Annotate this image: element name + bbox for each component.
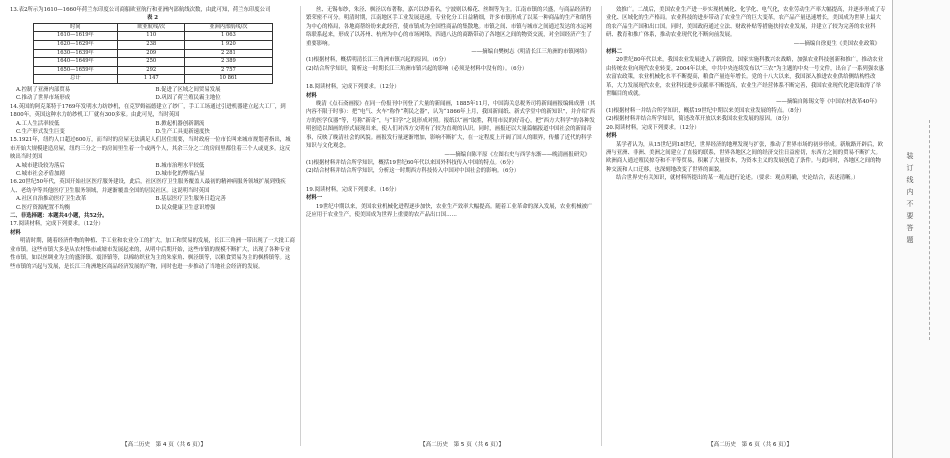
option: C.城市社会矛盾加剧 xyxy=(16,171,65,178)
binding-char: 不 xyxy=(906,200,914,208)
column-divider xyxy=(601,6,602,446)
option: D.民众健康卫生意识增强 xyxy=(155,204,216,211)
material-source: ——摘编自徐更生《美国农业政策》 xyxy=(793,40,880,47)
table-cell: 1640—1649年 xyxy=(33,58,118,67)
page-6-column xyxy=(606,6,886,436)
question-17-stem: 17.阅读材料，完成下列要求。（12分） xyxy=(10,221,104,228)
column-divider xyxy=(300,6,301,446)
option: B.掀起机器创新潮流 xyxy=(155,120,205,127)
material-text: 某学者认为，从15世纪到18世纪，世界经济的地理发现与扩张，推动了世界市场的初步形成。新航路开辟后，欧洲与亚洲、非洲、美洲之间建立了直接的联系，世界各地区之间的经济交往日益密切，东西方之间的贸易不断扩大。欧洲商人通过殖民掠夺和不平等贸易，积累了大量资本，为资本主义的发展创造了条件。与此同时，各地区之间的物种交流和人口迁移，也深刻地改变了世界的面貌。 xyxy=(606,141,884,173)
page-footer: 【高二历史 第 5 页（共 6 页）】 xyxy=(420,442,505,448)
option: B.促进了区域之间贸易发展 xyxy=(155,86,221,93)
option: A.城市建设较为落后 xyxy=(16,162,65,169)
binding-char: 答 xyxy=(906,224,914,232)
question-17-part-2: (2)结合所学知识，简析这一时期长江三角洲市镇兴起的影响（必须是材料中没有的）。（6分） xyxy=(306,65,528,72)
table-cell: 1620—1629年 xyxy=(33,41,118,50)
option: D.生产工具更新速度快 xyxy=(155,129,210,135)
question-14-stem: 14.英国的阿克莱特于1769年发明水力纺纱机，在克罗姆福德建立了纱厂，手工工场通过引进机器建立起大工厂，到1800年，英国这种水力纺纱机工厂就有300多家。由此可见，当时英国 xyxy=(10,103,286,119)
table-cell: 2 757 xyxy=(185,66,272,75)
table-cell: 1 063 xyxy=(185,32,272,41)
material-source: ——摘编自陈平原《左图右史与西学东渐——晚清画报研究》 xyxy=(444,151,590,158)
material-text: 效推广。二战后，美国农业生产进一步实现机械化、化学化、电气化，农业劳动生产率大幅提高，并逐步形成了专业化、区域化的生产格局。农业科技的进步带动了农业生产的巨大变革，农产品产量迅速增长，美国成为世界上最大的农产品生产国和出口国。同时，美国政府通过立法、财政补贴等措施扶持农业发展，并建立了较为完善的农业科研、教育和推广体系，推动农业现代化不断向前发展。 xyxy=(606,7,886,39)
material-text: 明清时期，随着经济作物的种植、手工业和农业分工的扩大，加工和贸易的发展，长江三角洲一带出现了一大批工商业市镇。这些市镇大多是从农村集市或墟市发展起来的，从明中后期开始，这些市镇的规模不断扩大，出现了各种专业性市镇，如以丝绸业为主的盛泽镇、震泽镇等，以棉纺织业为主的朱家角、枫泾镇等，以粮食贸易为主的枫桥镇等。这些市镇的兴起与发展，是长江三角洲地区商品经济发展的产物，同时也进一步推动了当地社会经济的发展。 xyxy=(10,238,295,270)
option: B.城市治理水平较低 xyxy=(155,162,205,169)
table-cell: 1 147 xyxy=(118,75,185,84)
material-source: ——摘编自陈锡文等《中国农村改革40年》 xyxy=(776,99,880,106)
option: D.巩固了荷兰殖民霸主地位 xyxy=(155,95,221,102)
table-row xyxy=(33,49,272,58)
section-2-heading: 二、非选择题：本题共4小题，共52分。 xyxy=(10,213,108,220)
option: A.工人生活率较低 xyxy=(16,120,60,127)
question-19-part-2: (2)根据材料并结合所学知识，简述改革开放以来我国农业发展的原因。（8分） xyxy=(606,116,793,123)
binding-char: 要 xyxy=(906,212,914,220)
material-label: 材料 xyxy=(306,92,317,99)
binding-char: 装 xyxy=(906,152,914,160)
table-cell: 1630—1639年 xyxy=(33,49,118,58)
table-cell: 209 xyxy=(118,49,185,58)
question-13-stem: 13.表2所示为1610—1660年荷兰东印度公司商船欧亚航行和亚洲内部航线次数，由此可知，荷兰东印度公司 xyxy=(10,7,271,13)
table-header-cell: 亚洲内部航线/次 xyxy=(185,23,272,32)
question-20-stem: 20.阅读材料，完成下列要求。（12分） xyxy=(606,124,700,131)
option: C.推动了世界市场形成 xyxy=(16,95,71,102)
question-13-options xyxy=(16,86,295,103)
page-5-column xyxy=(306,6,596,436)
option: A.社区自治推动医疗卫生改革 xyxy=(16,196,87,203)
table-row xyxy=(33,41,272,50)
table-cell: 238 xyxy=(118,41,185,50)
binding-char: 线 xyxy=(906,176,914,184)
table-cell: 总计 xyxy=(33,75,118,84)
trade-voyages-table xyxy=(33,23,273,84)
table-cell: 1610—1619年 xyxy=(33,32,118,41)
table-cell: 110 xyxy=(118,32,185,41)
binding-margin xyxy=(892,0,950,458)
table-cell: 292 xyxy=(118,66,185,75)
table-header-cell: 欧亚航线/次 xyxy=(118,23,185,32)
table-row xyxy=(33,75,272,84)
material-source: ——摘编自樊树志《明清长江三角洲的市镇网络》 xyxy=(471,49,590,56)
question-16-options xyxy=(16,195,295,212)
table-2-title: 表 2 xyxy=(146,15,159,22)
table-cell: 1650—1659年 xyxy=(33,66,118,75)
option: C.生产形式发生巨变 xyxy=(16,129,65,135)
option: B.基层医疗卫生服务日趋完善 xyxy=(155,196,226,203)
table-row xyxy=(33,66,272,75)
page-footer: 【高二历史 第 6 页（共 6 页）】 xyxy=(708,442,793,448)
question-17-part-1: (1)根据材料，概括明清长江三角洲市镇兴起的原因。（6分） xyxy=(306,57,450,64)
material-label: 材料一 xyxy=(306,195,323,202)
table-cell: 2 389 xyxy=(185,58,272,67)
page-4-column xyxy=(10,6,295,436)
table-header-row xyxy=(33,23,272,32)
question-15-stem: 15.1921年，纽约人口超过600万，而当时的房屋无法满足人们居住需要，当时政府一位市长叫来城市规划者指出，城市开始大规模建造房屋，纽约三分之一的房间里生着一个或两个人，其余三分之二的房间里都住着三个人或更多。这反映出当时美国 xyxy=(10,137,291,161)
binding-char: 内 xyxy=(906,188,914,196)
option: A.控制了亚洲内部贸易 xyxy=(16,86,71,93)
option: C.医疗资源配置不均衡 xyxy=(16,204,71,211)
question-18-stem: 18.阅读材料，完成下列要求。（12分） xyxy=(306,84,400,91)
binding-char: 订 xyxy=(906,164,914,172)
table-header-cell: 时间 xyxy=(33,23,118,32)
page-footer: 【高二历史 第 4 页（共 6 页）】 xyxy=(122,442,207,448)
question-19-part-1: (1)根据材料一并结合所学知识，概括19世纪中期以来美国农业发展的特点。（8分） xyxy=(606,107,805,114)
material-label: 材料 xyxy=(606,133,617,140)
binding-notice xyxy=(904,150,916,246)
table-cell: 10 861 xyxy=(185,75,272,84)
material-label: 材料二 xyxy=(606,49,623,56)
question-18-part-1: (1)根据材料并结合所学知识，概括19世纪60年代以来国外科技传入中国的特点。（6分） xyxy=(306,159,517,166)
option: D.城市化的弊端凸显 xyxy=(155,171,205,178)
material-text: 19世纪中期以来，美国农业机械化进程逐步加快，农业生产效率大幅提高。随着工业革命的深入发展，农业机械被广泛应用于农业生产，使美国成为世界上重要的农产品出口国…… xyxy=(306,203,593,218)
table-cell: 1 920 xyxy=(185,41,272,50)
question-18-part-2: (2)结合材料并结合所学知识，分析这一时期西方科技传入中国对中国社会的影响。（6分） xyxy=(306,168,520,175)
material-text: 晚清《点石斋画报》在同一份报刊中刊登了大量的新闻画，1885年11月，中国海关总税务司将新闻画报编辑成册（其内容不限于时事）：把“电气、火车”称作“利民之器”，认为“1866年上月，我国新闻纸、新式学堂中的新知识”，并介绍“西方的医学仪器”等，号称“新奇”，与“旧学”之说形成对照。报纸以“画”取胜，利用市民的好奇心，把“西方大科学”的各种发明创造以图画的形式展现出来，使人们对西方文明有了较为直观的认识。同时，画报还以大量篇幅报道中国社会的新闻奇事，反映了晚清社会的风貌。画报发行量逐渐增加，影响不断扩大，在一定程度上开阔了国人的眼界，传播了近代的科学知识与文化观念。 xyxy=(306,101,596,150)
table-row xyxy=(33,58,272,67)
table-cell: 250 xyxy=(118,58,185,67)
question-14-options xyxy=(16,120,295,137)
material-text: 丝、无锡布纱，朱泾、枫泾以布著称，嘉兴以纱着名，宁波则以棉花、丝绸等为主。江南市镇的兴盛，与商品经济的繁荣密不可分。明清时期，江南地区手工业发展迅速，专业化分工日益精细，许多市镇形成了以某一种商品的生产和销售为中心的格局，各地商帮纷纷来此经营，使市镇成为全国性商品的集散地。市镇之间、市镇与城市之间通过发达的水运网络联系起来，形成了以苏州、杭州为中心的市场网络，四通八达的商路带动了各地区之间的物资交流，对全国经济产生了重要影响。 xyxy=(306,7,592,47)
question-15-options xyxy=(16,162,295,179)
question-16-stem: 16.20世纪50年代，英国开始社区医疗服务建设，此后，社区医疗卫生服务覆盖人最初的精神病服务领域扩展到残疾人、老幼孕等其他医疗卫生服务领域，并逐渐覆盖全国的居民社区。这说明当时英国 xyxy=(10,179,286,194)
question-20-task: 结合世界史有关知识，就材料所提出的某一观点进行论述。（要求：观点明确，史论结合，表述清晰。） xyxy=(616,175,859,182)
material-label: 材料 xyxy=(10,229,21,236)
table-row xyxy=(33,32,272,41)
binding-line xyxy=(929,120,931,340)
question-19-stem: 19.阅读材料，完成下列要求。（16分） xyxy=(306,186,400,193)
table-cell: 2 281 xyxy=(185,49,272,58)
binding-char: 题 xyxy=(906,236,914,244)
material-text: 20世纪80年代以来，我国农业发展进入了新阶段。国家实施科教兴农战略，加强农业科技创新和推广，推动农业由传统农业向现代农业转变。2004年以来，中共中央连续发布以“三农”为主题的中央一号文件，出台了一系列强农惠农富农政策，农业机械化水平不断提高，粮食产量连年增长。党的十八大以来，我国深入推进农业供给侧结构性改革，大力发展现代农业，农业科技进步贡献率不断提高，农业生产经营体系不断完善，我国农业现代化建设取得了举世瞩目的成就。 xyxy=(606,57,884,98)
